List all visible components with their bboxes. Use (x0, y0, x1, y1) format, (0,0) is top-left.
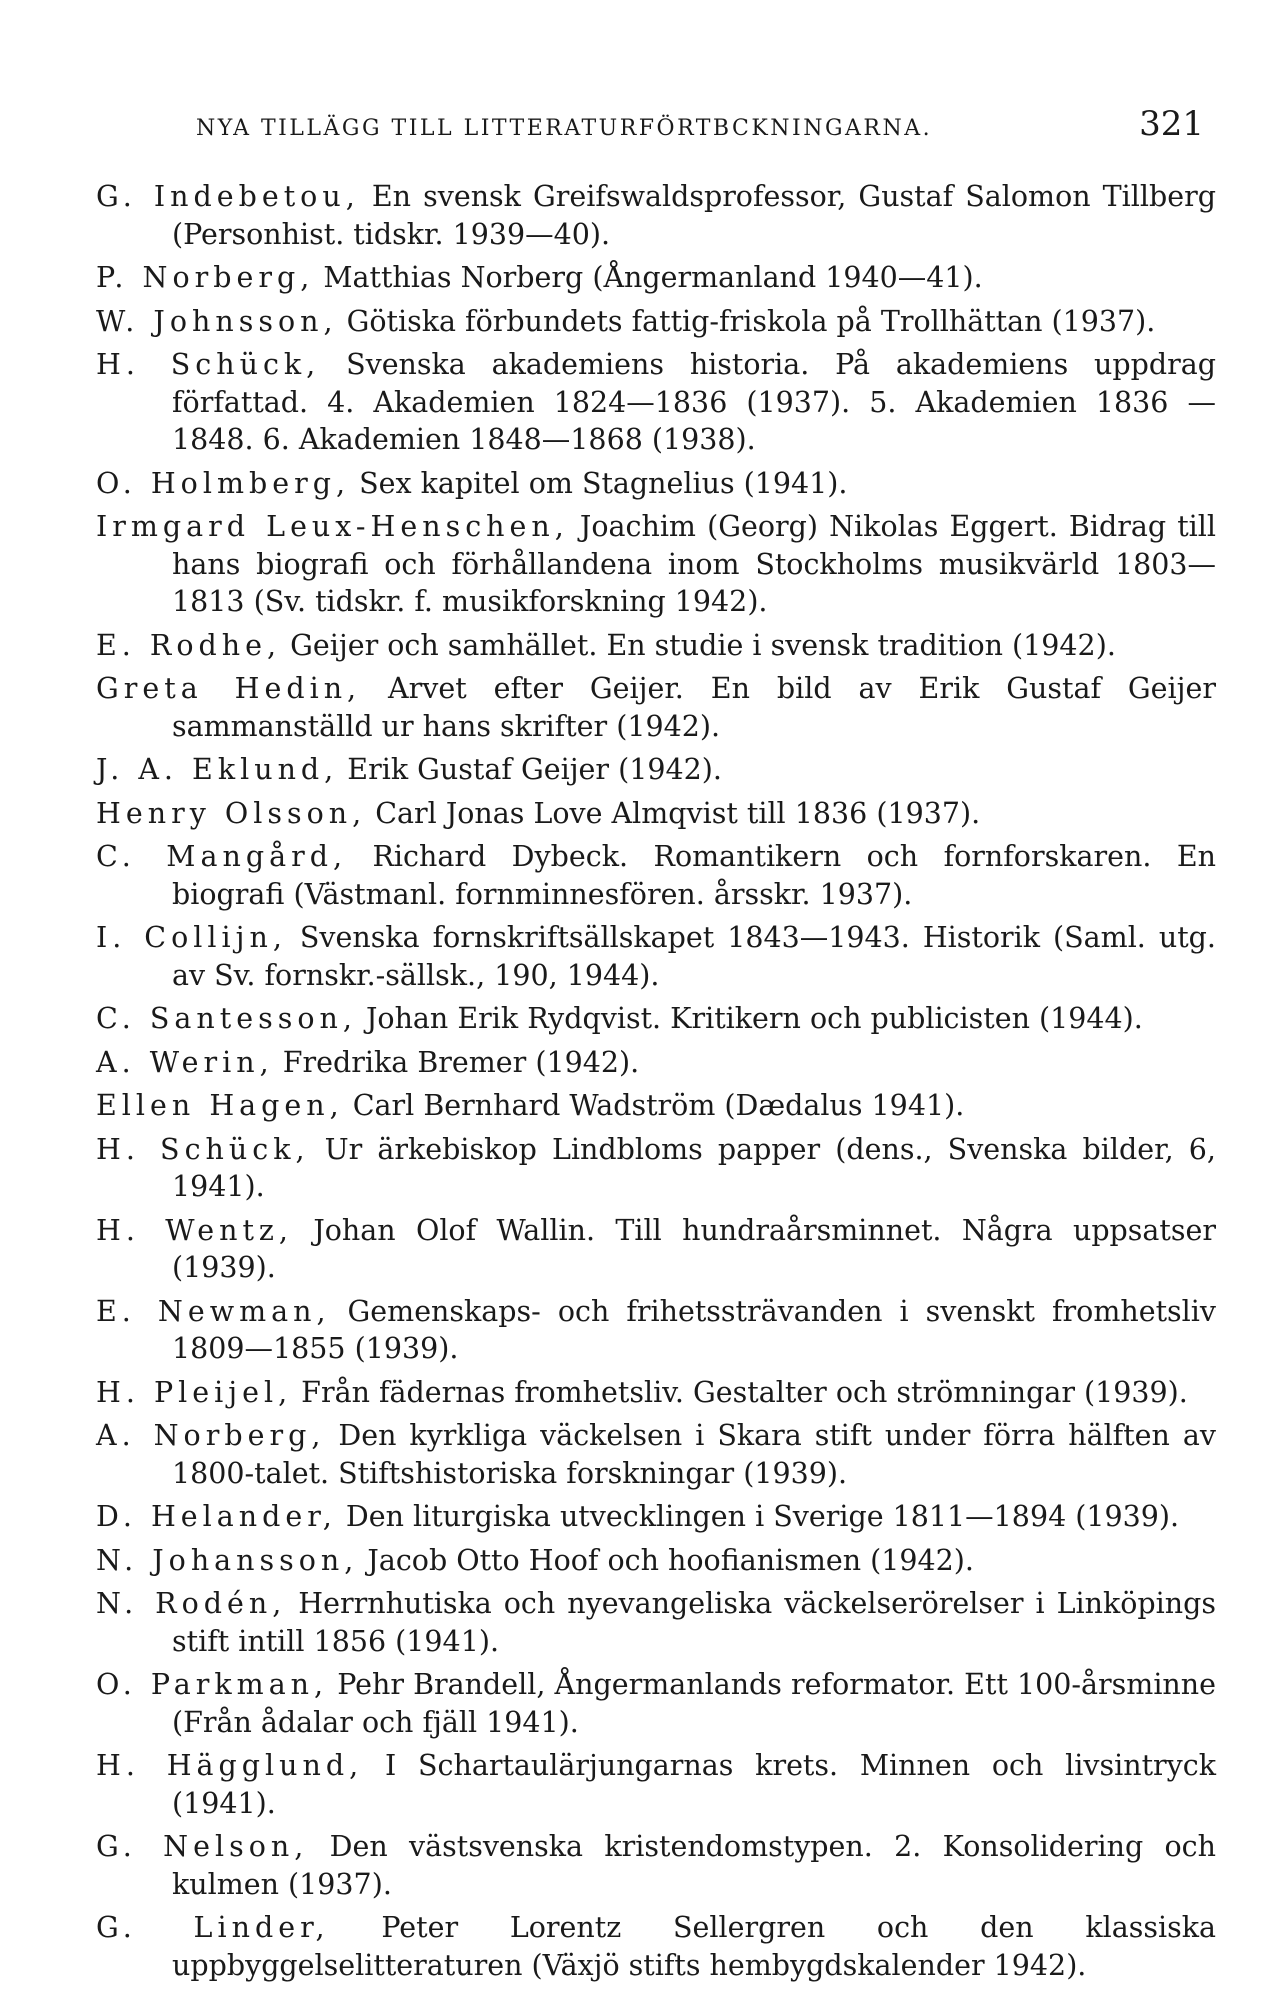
entry-author: H. Wentz, (96, 1213, 293, 1247)
bibliography-entry (96, 919, 1216, 994)
bibliography-entry (96, 346, 1216, 459)
entry-text: Den kyrkliga väckelsen i Skara stift under förra hälften av 1800-talet. Stiftshistoriska forskningar (1939). (172, 1419, 1216, 1490)
entry-author: H. Pleijel, (96, 1375, 293, 1409)
bibliography-entry (96, 1212, 1216, 1287)
entry-author: J. A. Eklund, (96, 753, 339, 786)
entry-author: E. Newman, (96, 1294, 331, 1328)
entry-author: Irmgard Leux-Henschen, (96, 510, 569, 543)
bibliography-entry (96, 1000, 1216, 1038)
entry-author: G. Linder, (96, 1911, 330, 1944)
entry-author: N. Rodén, (96, 1587, 287, 1620)
entry-author: O. Holmberg, (96, 466, 351, 500)
entry-author: A. Werin, (96, 1045, 274, 1079)
entry-text: Johan Erik Rydqvist. Kritikern och publicisten (1944). (356, 1002, 1143, 1035)
entry-text: I Schartaulärjungarnas krets. Minnen och livsintryck (1941). (172, 1749, 1216, 1820)
entry-text: Carl Bernhard Wadström (Dædalus 1941). (343, 1089, 965, 1122)
bibliography-entry (96, 465, 1216, 503)
entry-author: N. Johansson, (96, 1543, 359, 1577)
bibliography-entry (96, 178, 1216, 253)
entry-text: Jacob Otto Hoof och hoofianismen (1942). (358, 1543, 974, 1577)
entry-author: G. Indebetou, (96, 180, 360, 213)
entry-author: W. Johnsson, (96, 304, 338, 338)
entry-text: Från fädernas fromhetsliv. Gestalter och strömningar (1939). (292, 1375, 1188, 1409)
entry-author: G. Nelson, (96, 1830, 309, 1863)
entry-author: C. Mangård, (96, 840, 348, 873)
bibliography-entry (96, 1542, 1216, 1580)
entry-author: H. Schück, (96, 1132, 310, 1166)
bibliography-entry (96, 1828, 1216, 1903)
bibliography-entry (96, 627, 1216, 665)
entry-text: Götiska förbundets fattig-friskola på Trollhättan (1937). (337, 304, 1156, 338)
bibliography-entry (96, 1417, 1216, 1492)
bibliography-entry (96, 1747, 1216, 1822)
entry-text: Joachim (Georg) Nikolas Eggert. Bidrag till hans biografi och förhållandena inom Stockholms musikvärld 1803—1813 (Sv. tidskr. f. musikforskning 1942). (172, 510, 1216, 618)
entry-author: P. Norberg, (96, 261, 315, 294)
bibliography-entry (96, 838, 1216, 913)
bibliography-entry (96, 670, 1216, 745)
entry-author: O. Parkman, (96, 1668, 329, 1701)
entry-text: Den liturgiska utvecklingen i Sverige 1811—1894 (1939). (336, 1500, 1180, 1533)
entry-author: A. Norberg, (96, 1419, 326, 1452)
entry-text: En svensk Greifswaldsprofessor, Gustaf Salomon Tillberg (Personhist. tidskr. 1939—40). (172, 180, 1217, 251)
bibliography-entry (96, 1666, 1216, 1741)
entry-text: Fredrika Bremer (1942). (273, 1045, 640, 1079)
entry-text: Herrnhutiska och nyevangeliska väckelserörelser i Linköpings stift intill 1856 (1941). (172, 1587, 1217, 1658)
entry-author: H. Schück, (96, 348, 321, 381)
entry-author: I. Collijn, (96, 921, 287, 954)
bibliography-entry (96, 1498, 1216, 1536)
entry-author: C. Santesson, (96, 1002, 357, 1035)
entry-author: D. Helander, (96, 1500, 337, 1533)
bibliography-entry (96, 795, 1216, 833)
bibliography-entry (96, 259, 1216, 297)
entry-author: H. Hägglund, (96, 1749, 364, 1782)
bibliography-entry (96, 1044, 1216, 1082)
bibliography-entry (96, 751, 1216, 789)
bibliography-entry (96, 508, 1216, 621)
running-head (196, 104, 1204, 144)
entry-text: Richard Dybeck. Romantikern och fornforskaren. En biografi (Västmanl. fornminnesfören. årsskr. 1937). (172, 840, 1216, 911)
entry-text: Pehr Brandell, Ångermanlands reformator. Ett 100-årsminne (Från ådalar och fjäll 1941). (172, 1668, 1217, 1739)
bibliography-entry (96, 303, 1216, 341)
bibliography-entry (96, 1909, 1216, 1984)
entry-author: Greta Hedin, (96, 672, 362, 705)
bibliography-entry (96, 1087, 1216, 1125)
entry-author: E. Rodhe, (96, 628, 282, 662)
bibliography-entry (96, 1293, 1216, 1368)
entry-text: Svenska akademiens historia. På akademiens uppdrag författad. 4. Akademien 1824—1836 (1937). 5. Akademien 1836 —1848. 6. Akademien 1848—1868 (1938). (172, 348, 1216, 456)
entry-text: Arvet efter Geijer. En bild av Erik Gustaf Geijer sammanställd ur hans skrifter (1942). (172, 672, 1216, 743)
entry-text: Gemenskaps- och frihetssträvanden i svenskt fromhetsliv 1809—1855 (1939). (172, 1294, 1216, 1365)
bibliography-entry (96, 1585, 1216, 1660)
entry-text: Johan Olof Wallin. Till hundraårsminnet. Några uppsatser (1939). (172, 1213, 1216, 1284)
entry-text: Geijer och samhället. En studie i svensk tradition (1942). (281, 628, 1116, 662)
entry-text: Sex kapitel om Stagnelius (1941). (350, 466, 848, 500)
entry-author: Ellen Hagen, (96, 1089, 344, 1122)
entry-text: Den västsvenska kristendomstypen. 2. Konsolidering och kulmen (1937). (172, 1830, 1216, 1901)
entry-text: Svenska fornskriftsällskapet 1843—1943. Historik (Saml. utg. av Sv. fornskr.-sällsk., 190, 1944). (172, 921, 1216, 992)
entry-text: Erik Gustaf Geijer (1942). (338, 753, 722, 786)
entry-text: Peter Lorentz Sellergren och den klassiska uppbyggelselitteraturen (Växjö stifts hembygdskalender 1942). (172, 1911, 1216, 1982)
bibliography-entry (96, 1131, 1216, 1206)
entry-author: Henry Olsson, (96, 796, 367, 830)
running-title: NYA TILLÄGG TILL LITTERATURFÖRTBCKNINGARNA. (196, 116, 933, 141)
page-number: 321 (1139, 104, 1204, 144)
entry-text: Ur ärkebiskop Lindbloms papper (dens., Svenska bilder, 6, 1941). (172, 1132, 1216, 1203)
bibliography-list (96, 178, 1216, 1990)
entry-text: Matthias Norberg (Ångermanland 1940—41). (314, 261, 983, 294)
bibliography-entry (96, 1374, 1216, 1412)
entry-text: Carl Jonas Love Almqvist till 1836 (1937). (366, 796, 981, 830)
